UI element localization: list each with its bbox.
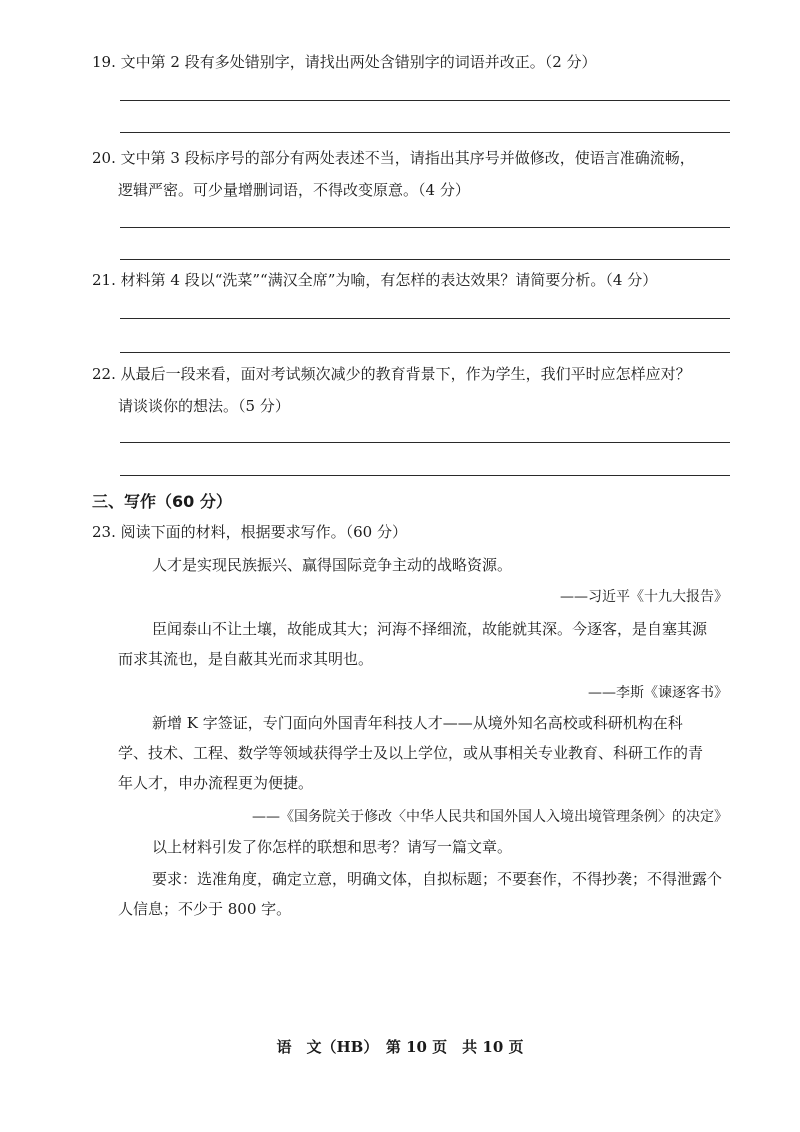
requirements-line-2: 人信息；不少于 800 字。 (118, 900, 292, 918)
question-19: 19. 文中第 2 段有多处错别字，请找出两处含错别字的词语并改正。（2 分） (92, 53, 597, 71)
answer-line (120, 132, 730, 133)
question-23: 23. 阅读下面的材料，根据要求写作。（60 分） (92, 523, 407, 541)
requirements-line-1: 要求：选准角度，确定立意，明确文体，自拟标题；不要套作，不得抄袭；不得泄露个 (152, 870, 723, 888)
answer-line (120, 318, 730, 319)
material-1: 人才是实现民族振兴、赢得国际竞争主动的战略资源。 (152, 556, 513, 574)
material-3-line-2: 学、技术、工程、数学等领域获得学士及以上学位，或从事相关专业教育、科研工作的青 (118, 744, 704, 762)
material-2-line-2: 而求其流也，是自蔽其光而求其明也。 (118, 650, 374, 668)
answer-line (120, 352, 730, 353)
material-3-line-3: 年人才，申办流程更为便捷。 (118, 774, 314, 792)
answer-line (120, 227, 730, 228)
material-2-source: ——李斯《谏逐客书》 (588, 685, 728, 701)
question-20-line-2: 逻辑严密。可少量增删词语，不得改变原意。（4 分） (118, 181, 470, 199)
question-22-line-2: 请谈谈你的想法。（5 分） (118, 397, 290, 415)
question-21: 21. 材料第 4 段以“洗菜”“满汉全席”为喻，有怎样的表达效果？请简要分析。（4 分） (92, 271, 658, 289)
page-footer: 语 文（HB） 第 10 页 共 10 页 (276, 1038, 524, 1056)
section-heading-writing: 三、写作（60 分） (92, 492, 232, 511)
answer-line (120, 442, 730, 443)
material-1-source: ——习近平《十九大报告》 (560, 589, 728, 605)
answer-line (120, 100, 730, 101)
answer-line (120, 259, 730, 260)
answer-line (120, 475, 730, 476)
question-20-line-1: 20. 文中第 3 段标序号的部分有两处表述不当，请指出其序号并做修改，使语言准确流畅， (92, 149, 695, 167)
material-3-line-1: 新增 K 字签证，专门面向外国青年科技人才——从境外知名高校或科研机构在科 (152, 714, 683, 732)
writing-prompt: 以上材料引发了你怎样的联想和思考？请写一篇文章。 (152, 838, 513, 856)
material-2-line-1: 臣闻泰山不让土壤，故能成其大；河海不择细流，故能就其深。今逐客，是自塞其源 (152, 620, 708, 638)
material-3-source: ——《国务院关于修改〈中华人民共和国外国人入境出境管理条例〉的决定》 (252, 809, 728, 825)
question-22-line-1: 22. 从最后一段来看，面对考试频次减少的教育背景下，作为学生，我们平时应怎样应对？ (92, 365, 691, 383)
